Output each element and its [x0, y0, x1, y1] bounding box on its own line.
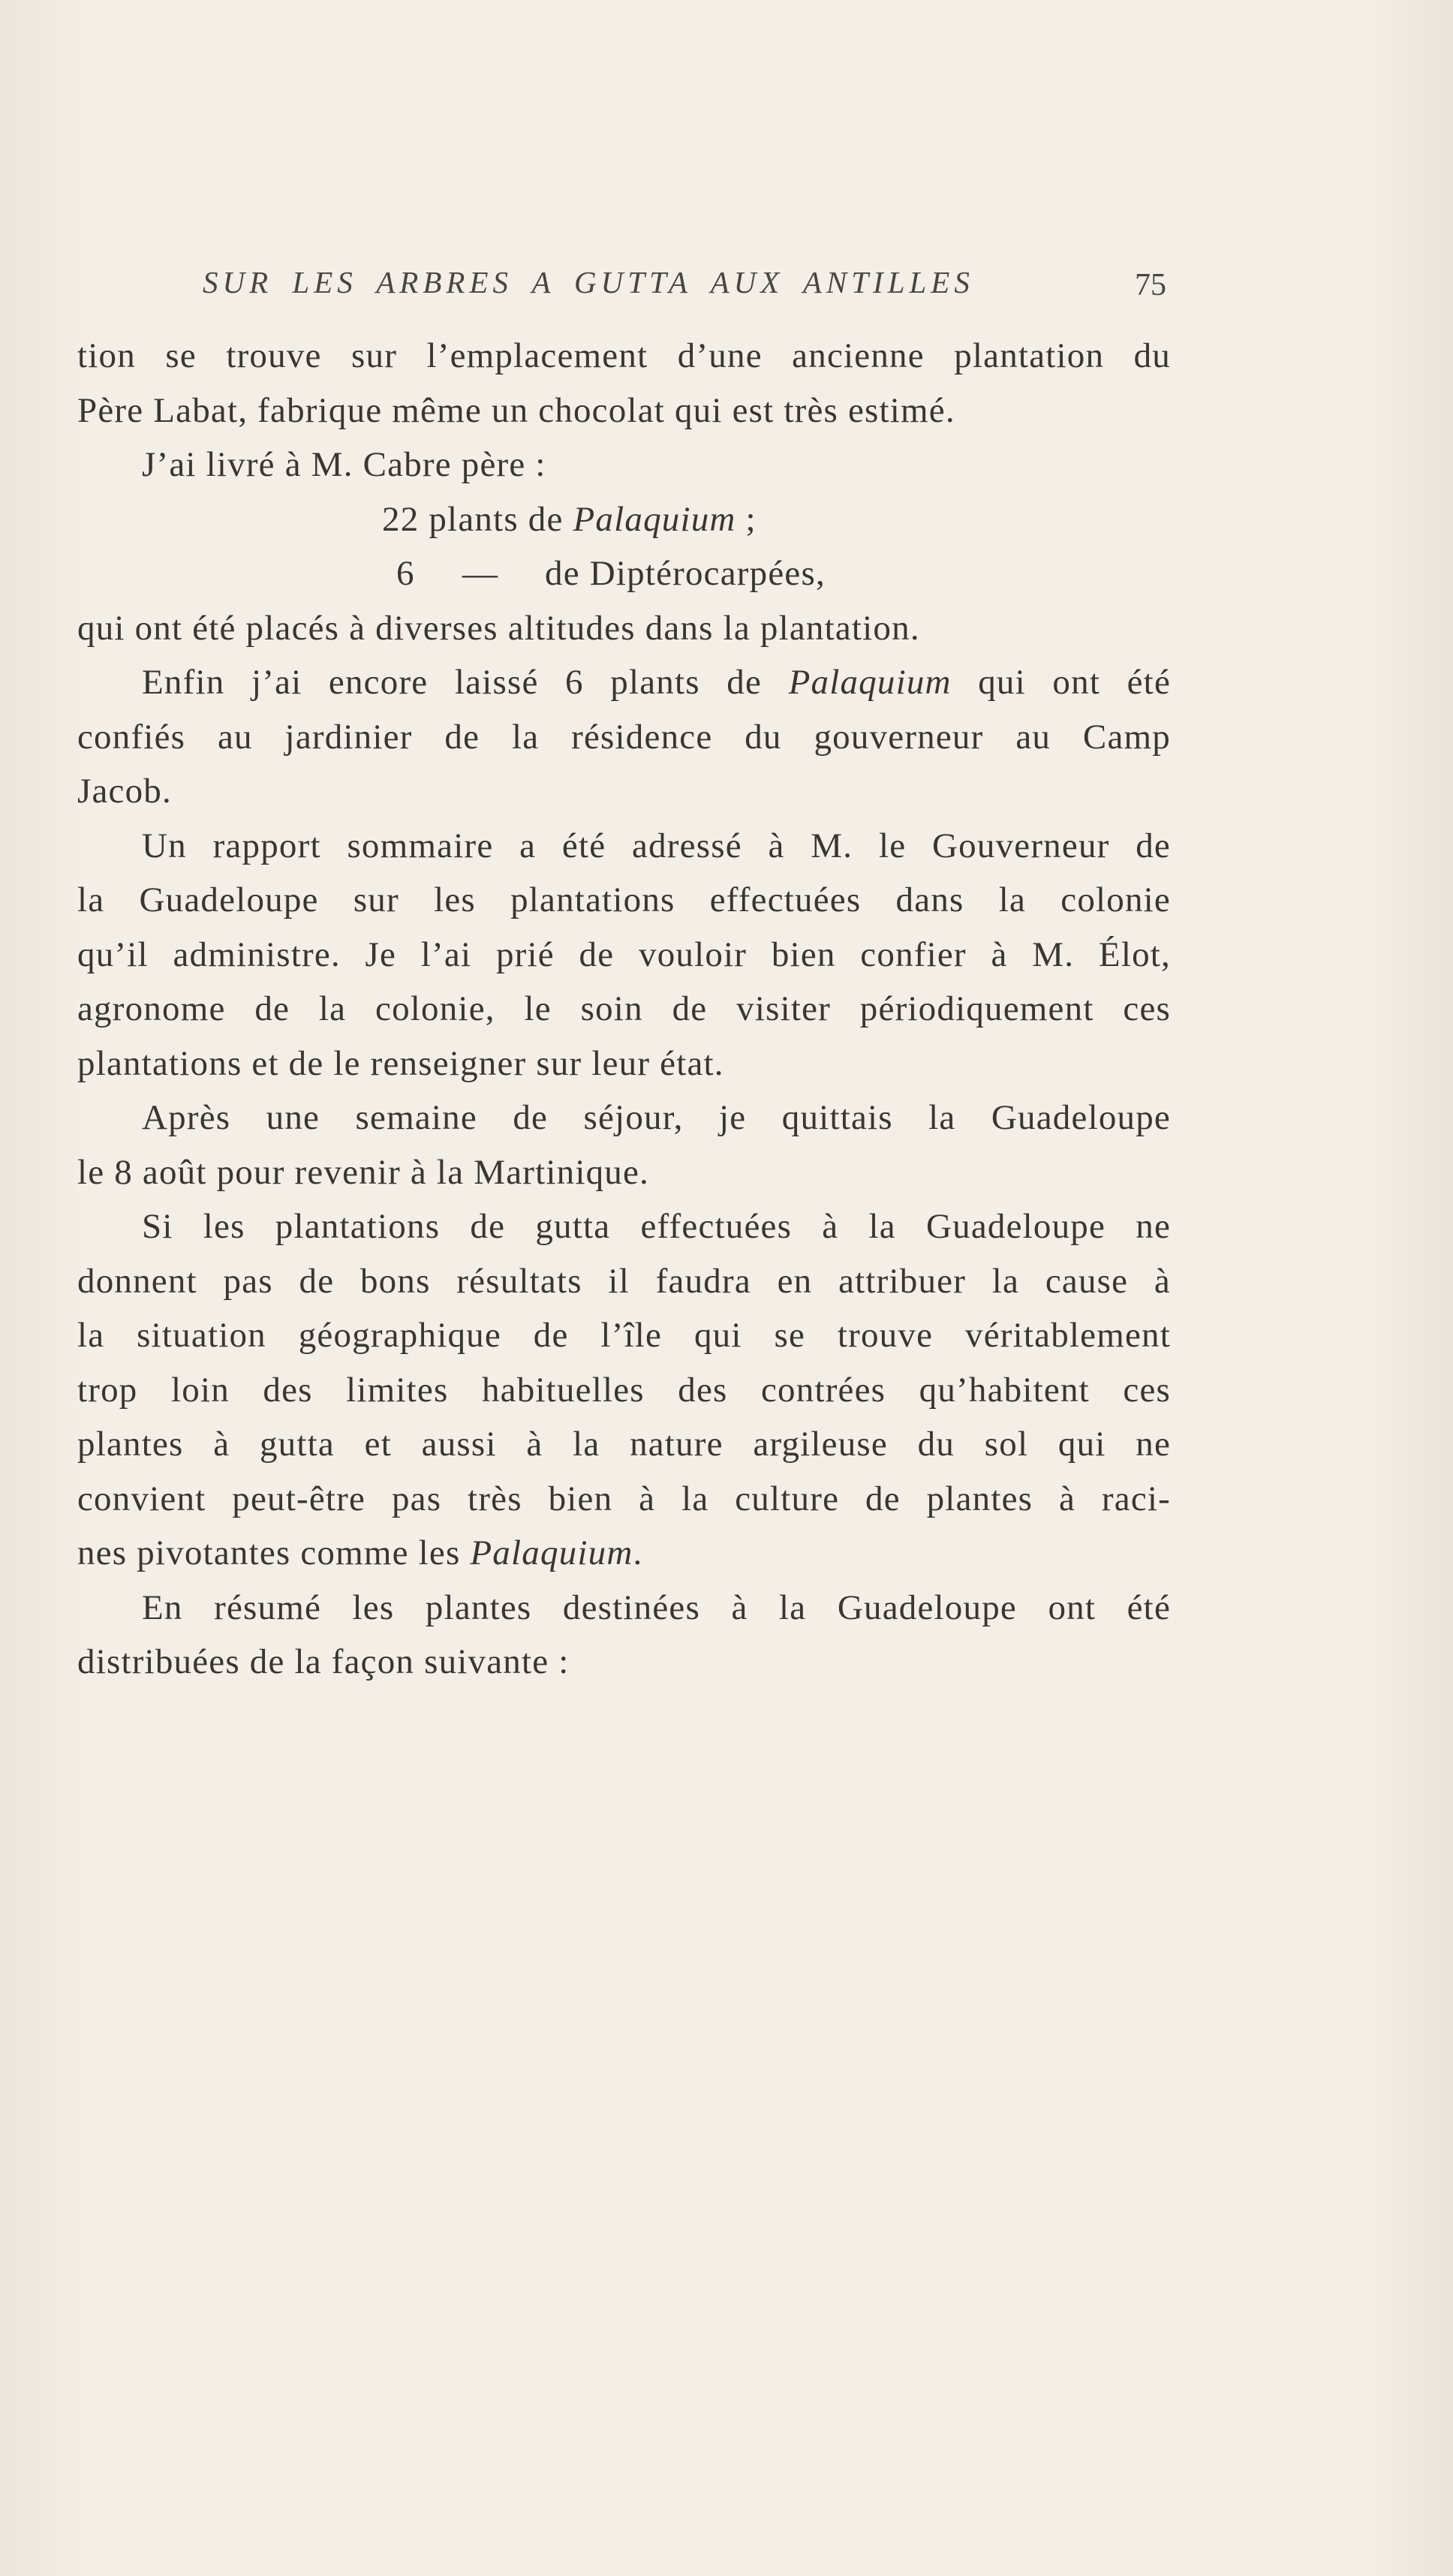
text-line: Jacob. [77, 772, 172, 811]
tally-punct: ; [745, 499, 757, 539]
text-line: la situation géographique de l’île qui se trouve véritablement [77, 1316, 1171, 1355]
text-line: confiés au jardinier de la résidence du gouverneur au Camp [77, 717, 1171, 757]
text-line: J’ai livré à M. Cabre père : [142, 445, 546, 484]
text-span: nes pivotantes comme les [77, 1533, 461, 1572]
text-line: trop loin des limites habituelles des contrées qu’habitent ces [77, 1370, 1171, 1410]
text-line: plantations et de le renseigner sur leur état. [77, 1043, 724, 1083]
text-line: le 8 août pour revenir à la Martinique. [77, 1152, 649, 1192]
plant-count: 6 [396, 554, 415, 593]
running-head: SUR LES ARBRES A GUTTA AUX ANTILLES [203, 265, 974, 299]
text-line: Si les plantations de gutta effectuées à la Guadeloupe ne [142, 1207, 1171, 1246]
text-line: qu’il administre. Je l’ai prié de vouloir bien confier à M. Élot, [77, 934, 1171, 974]
text-line: donnent pas de bons résultats il faudra en attribuer la cause à [77, 1261, 1171, 1301]
plant-tally-dipterocarpees [77, 546, 1171, 601]
text-line: En résumé les plantes destinées à la Guadeloupe ont été [142, 1587, 1171, 1627]
ditto-dash: — [462, 554, 499, 593]
text-span: Enfin j’ai encore laissé 6 plants de [142, 663, 763, 702]
page-number: 75 [1135, 268, 1166, 302]
text-line: tion se trouve sur l’emplacement d’une ancienne plantation du [77, 336, 1171, 375]
text-line: distribuées de la façon suivante : [77, 1642, 570, 1681]
body-text [77, 329, 1171, 1690]
tally-text: de Diptérocarpées, [545, 554, 826, 593]
text-line: agronome de la colonie, le soin de visiter périodiquement ces [77, 989, 1171, 1028]
plant-tally-palaquium [77, 492, 1171, 547]
genus-name: Palaquium [573, 499, 736, 539]
text-span: qui ont été [978, 663, 1172, 702]
genus-name: Palaquium [470, 1533, 633, 1572]
text-line [77, 1526, 1171, 1581]
text-span: . [633, 1533, 643, 1572]
text-line: convient peut-être pas très bien à la culture de plantes à raci- [77, 1479, 1171, 1518]
text-line: Après une semaine de séjour, je quittais la Guadeloupe [142, 1098, 1171, 1137]
text-line [77, 655, 1171, 710]
text-line: qui ont été placés à diverses altitudes dans la plantation. [77, 608, 920, 648]
text-line: plantes à gutta et aussi à la nature argileuse du sol qui ne [77, 1425, 1171, 1464]
text-line: la Guadeloupe sur les plantations effectuées dans la colonie [77, 880, 1171, 919]
text-line: Un rapport sommaire a été adressé à M. le Gouverneur de [142, 826, 1171, 865]
plant-count: 22 [382, 499, 420, 539]
tally-text: plants de [429, 499, 564, 539]
genus-name: Palaquium [788, 663, 952, 702]
text-line: Père Labat, fabrique même un chocolat qui est très estimé. [77, 390, 955, 430]
